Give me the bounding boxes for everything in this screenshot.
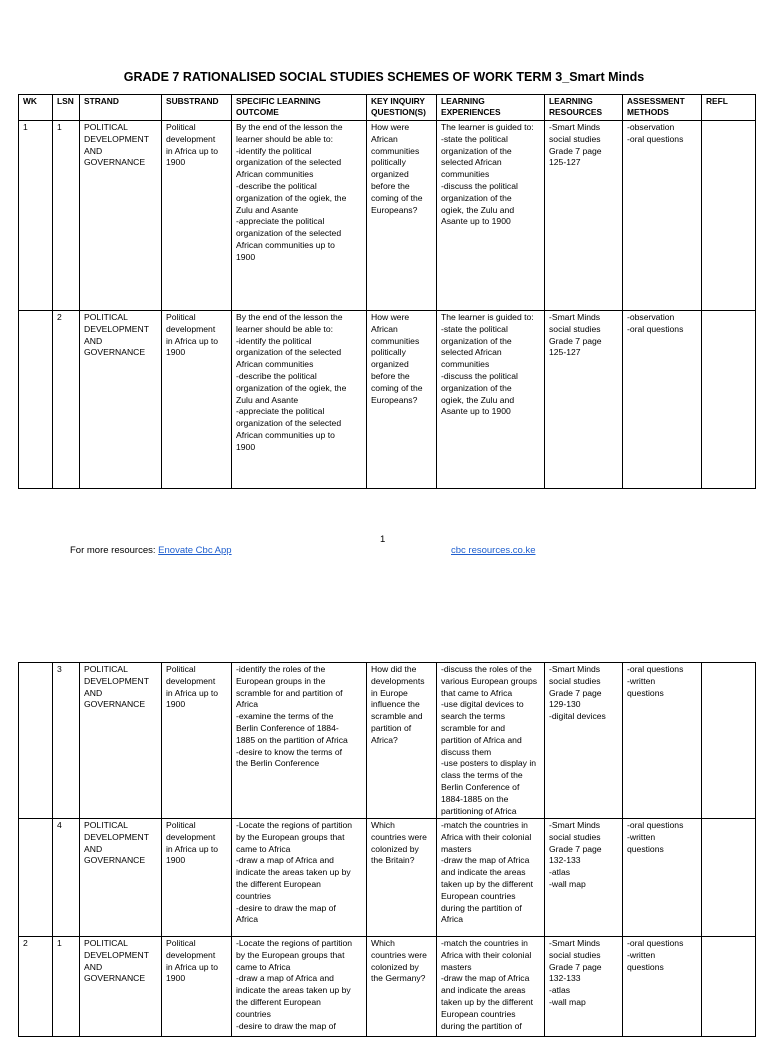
cell-refl — [702, 663, 756, 819]
cell-resources: -Smart Minds social studies Grade 7 page 125-127 — [545, 311, 623, 489]
cell-wk — [19, 819, 53, 937]
cell-refl — [702, 937, 756, 1037]
header-experiences: LEARNING EXPERIENCES — [437, 95, 545, 121]
cell-wk — [19, 311, 53, 489]
cell-substrand: Political development in Africa up to 1900 — [162, 663, 232, 819]
page-title: GRADE 7 RATIONALISED SOCIAL STUDIES SCHEMES OF WORK TERM 3_Smart Minds — [123, 70, 645, 84]
header-resources: LEARNING RESOURCES — [545, 95, 623, 121]
cell-strand: POLITICAL DEVELOPMENT AND GOVERNANCE — [80, 311, 162, 489]
header-substrand: SUBSTRAND — [162, 95, 232, 121]
cell-resources: -Smart Minds social studies Grade 7 page 132-133 -atlas -wall map — [545, 937, 623, 1037]
cell-substrand: Political development in Africa up to 1900 — [162, 819, 232, 937]
cell-substrand: Political development in Africa up to 1900 — [162, 937, 232, 1037]
table-row — [19, 311, 756, 489]
cell-lsn: 1 — [53, 937, 80, 1037]
cell-outcome: -Locate the regions of partition by the European groups that came to Africa -draw a map of Africa and indicate the areas taken up by the different European countries -desire to draw the map of — [232, 937, 367, 1037]
cell-outcome: -Locate the regions of partition by the European groups that came to Africa -draw a map of Africa and indicate the areas taken up by the different European countries -desire to draw the map of Africa — [232, 819, 367, 937]
cell-outcome: -identify the roles of the European groups in the scramble for and partition of Africa -examine the terms of the Berlin Conference of 1884- 1885 on the partition of Africa -desire to know the terms of the Berlin Conference — [232, 663, 367, 819]
table-row — [19, 819, 756, 937]
header-strand: STRAND — [80, 95, 162, 121]
cell-refl — [702, 819, 756, 937]
cell-wk: 1 — [19, 121, 53, 311]
cell-lsn: 2 — [53, 311, 80, 489]
cell-experiences: -match the countries in Africa with their colonial masters -draw the map of Africa and indicate the areas taken up by the different European countries during the partition of — [437, 937, 545, 1037]
cell-strand: POLITICAL DEVELOPMENT AND GOVERNANCE — [80, 121, 162, 311]
cell-wk — [19, 663, 53, 819]
header-refl: REFL — [702, 95, 756, 121]
table-header-row — [19, 95, 756, 121]
cell-question: Which countries were colonized by the Britain? — [367, 819, 437, 937]
cell-experiences: The learner is guided to: -state the political organization of the selected African communities -discuss the political organization of the ogiek, the Zulu and Asante up to 1900 — [437, 121, 545, 311]
scheme-table-page-2 — [18, 662, 756, 1037]
cell-assessment: -oral questions -written questions — [623, 937, 702, 1037]
cell-refl — [702, 121, 756, 311]
header-question: KEY INQUIRY QUESTION(S) — [367, 95, 437, 121]
cell-question: How were African communities politically organized before the coming of the Europeans? — [367, 121, 437, 311]
cell-experiences: The learner is guided to: -state the political organization of the selected African communities -discuss the political organization of the ogiek, the Zulu and Asante up to 1900 — [437, 311, 545, 489]
header-assessment: ASSESSMENT METHODS — [623, 95, 702, 121]
table-row — [19, 121, 756, 311]
footer-prefix: For more resources: — [70, 545, 159, 556]
cell-resources: -Smart Minds social studies Grade 7 page 132-133 -atlas -wall map — [545, 819, 623, 937]
cell-question: How did the developments in Europe influence the scramble and partition of Africa? — [367, 663, 437, 819]
cbc-resources-link[interactable]: cbc resources.co.ke — [451, 545, 536, 556]
cell-experiences: -match the countries in Africa with their colonial masters -draw the map of Africa and indicate the areas taken up by the different European countries during the partition of Africa — [437, 819, 545, 937]
cell-substrand: Political development in Africa up to 1900 — [162, 311, 232, 489]
footer-right — [451, 545, 535, 556]
cell-substrand: Political development in Africa up to 1900 — [162, 121, 232, 311]
cell-strand: POLITICAL DEVELOPMENT AND GOVERNANCE — [80, 819, 162, 937]
cell-question: Which countries were colonized by the Germany? — [367, 937, 437, 1037]
cell-assessment: -oral questions -written questions — [623, 663, 702, 819]
cell-assessment: -oral questions -written questions — [623, 819, 702, 937]
table-row — [19, 937, 756, 1037]
cell-outcome: By the end of the lesson the learner should be able to: -identify the political organization of the selected African communities -describe the political organization of the ogiek, the Zulu and Asante -appreciate the political organization of the selected African communities up to 1900 — [232, 311, 367, 489]
footer-resources — [70, 545, 232, 556]
cell-strand: POLITICAL DEVELOPMENT AND GOVERNANCE — [80, 937, 162, 1037]
cell-assessment: -observation -oral questions — [623, 121, 702, 311]
cell-resources: -Smart Minds social studies Grade 7 page 125-127 — [545, 121, 623, 311]
cell-lsn: 4 — [53, 819, 80, 937]
cell-refl — [702, 311, 756, 489]
cell-lsn: 3 — [53, 663, 80, 819]
cell-strand: POLITICAL DEVELOPMENT AND GOVERNANCE — [80, 663, 162, 819]
page-number: 1 — [380, 534, 386, 545]
cell-outcome: By the end of the lesson the learner should be able to: -identify the political organization of the selected African communities -describe the political organization of the ogiek, the Zulu and Asante -appreciate the political organization of the selected African communities up to 1900 — [232, 121, 367, 311]
cell-question: How were African communities politically organized before the coming of the Europeans? — [367, 311, 437, 489]
cell-experiences: -discuss the roles of the various European groups that came to Africa -use digital devices to search the terms scramble for and partition of Africa and discuss them -use posters to display in class the terms of the Berlin Conference of 1884-1885 on the partitioning of Africa — [437, 663, 545, 819]
table-row — [19, 663, 756, 819]
cell-resources: -Smart Minds social studies Grade 7 page 129-130 -digital devices — [545, 663, 623, 819]
enovate-link[interactable]: Enovate Cbc App — [158, 545, 232, 556]
header-wk: WK — [19, 95, 53, 121]
scheme-table-page-1 — [18, 94, 756, 489]
header-lsn: LSN — [53, 95, 80, 121]
header-outcome: SPECIFIC LEARNING OUTCOME — [232, 95, 367, 121]
cell-lsn: 1 — [53, 121, 80, 311]
cell-wk: 2 — [19, 937, 53, 1037]
cell-assessment: -observation -oral questions — [623, 311, 702, 489]
